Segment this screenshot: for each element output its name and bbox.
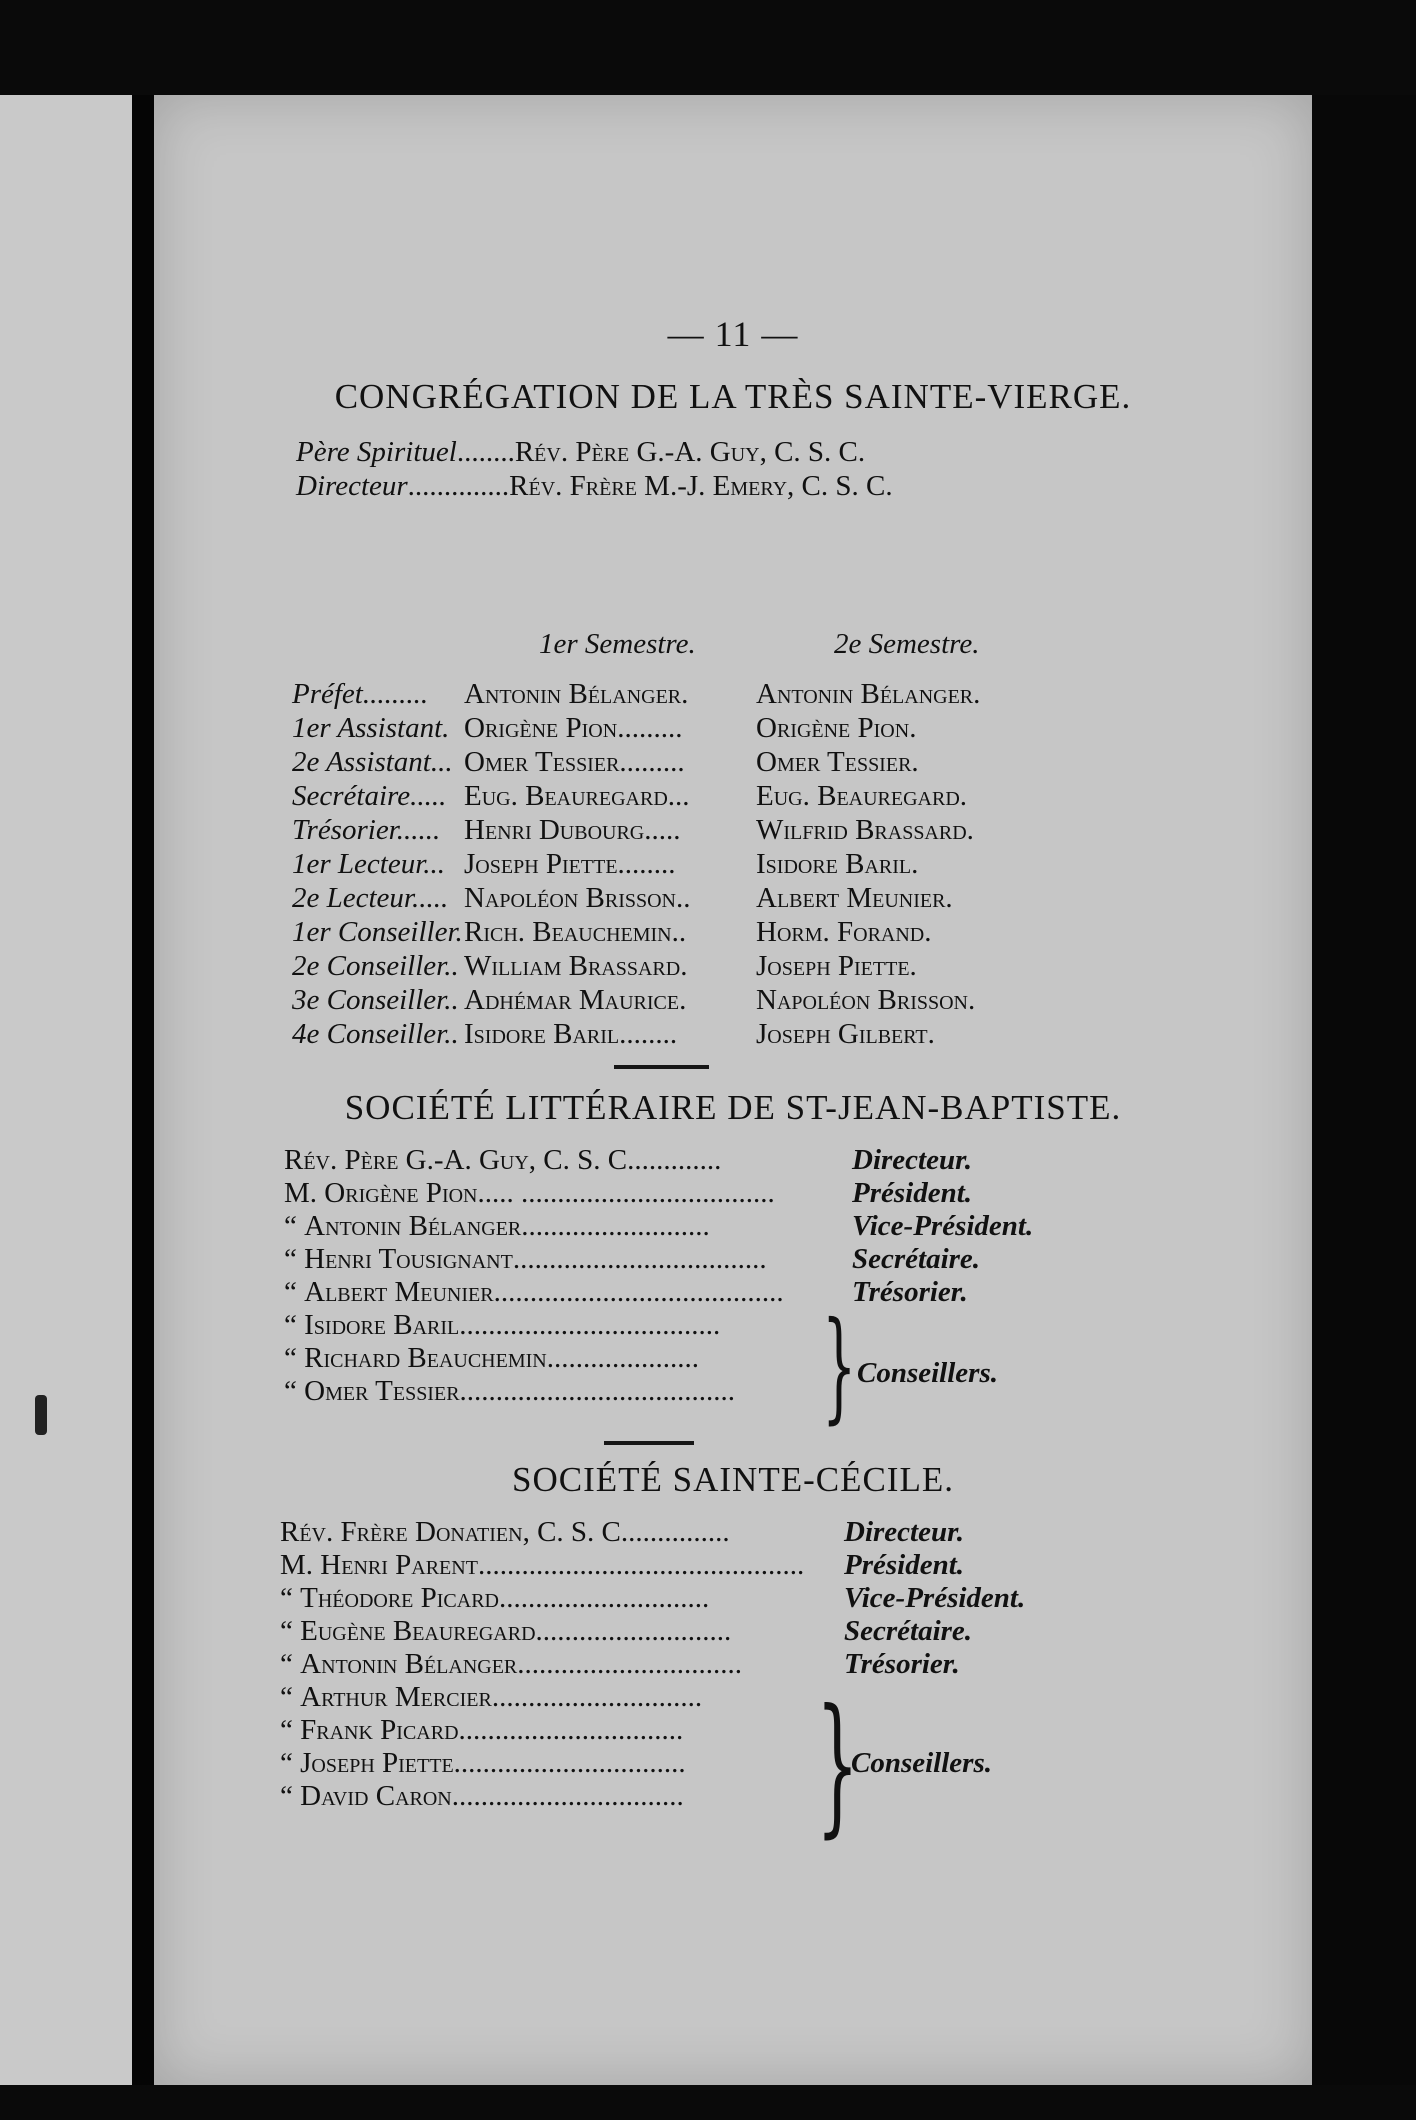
section-divider: [614, 1065, 709, 1069]
person-name: Rév. Père G.-A. Guy, C. S. C.: [514, 436, 866, 468]
second-semester-name: Napoléon Brisson.: [756, 984, 976, 1016]
dot-leader: .....................: [546, 1342, 699, 1374]
second-semester-name: Omer Tessier.: [756, 746, 919, 778]
facing-page-edge: [0, 95, 132, 2085]
first-semester-name: Rich. Beauchemin..: [464, 916, 687, 948]
first-semester-name: Napoléon Brisson..: [464, 882, 691, 914]
dot-leader: ...............: [620, 1516, 730, 1548]
member-role: Trésorier.: [852, 1276, 968, 1308]
member-prefix: “: [284, 1342, 305, 1374]
scan-border: [1312, 95, 1416, 2085]
dot-leader: ................................: [451, 1780, 684, 1812]
member-prefix: “: [284, 1375, 305, 1407]
dot-leader: .............................: [491, 1681, 703, 1713]
officer-row: [292, 983, 459, 1017]
councillor-row: [284, 1308, 720, 1342]
member-name: Rév. Frère Donatien, C. S. C: [280, 1516, 621, 1548]
first-semester-name: Adhémar Maurice.: [464, 984, 687, 1016]
officer-role: Trésorier......: [292, 814, 441, 846]
dot-leader: ................................: [453, 1747, 686, 1779]
councillors-label: Conseillers.: [857, 1357, 998, 1389]
congregation-title: CONGRÉGATION DE LA TRÈS SAINTE-VIERGE.: [334, 377, 1132, 416]
dot-leader: ...............................: [458, 1714, 684, 1746]
member-role: Trésorier.: [844, 1648, 960, 1680]
member-role: Vice-Président.: [844, 1582, 1026, 1614]
page-number: — 11 —: [667, 314, 799, 354]
margin-ink-mark: [35, 1395, 47, 1435]
officer-role: 1er Lecteur...: [292, 848, 446, 880]
member-role: Président.: [844, 1549, 965, 1581]
member-row: [284, 1143, 721, 1177]
councillor-row: [280, 1779, 684, 1813]
councillors-brace: }: [816, 1678, 859, 1852]
first-semester-name: Omer Tessier.........: [464, 746, 685, 778]
member-row: [280, 1581, 709, 1615]
member-name: Frank Picard: [300, 1714, 459, 1746]
member-prefix: “: [280, 1582, 301, 1614]
member-name: Arthur Mercier: [300, 1681, 492, 1713]
second-semester-name: Origène Pion.: [756, 712, 917, 744]
officer-role: 2e Lecteur.....: [292, 882, 449, 914]
second-semester-name: Joseph Gilbert.: [756, 1018, 935, 1050]
member-prefix: “: [284, 1210, 305, 1242]
councillor-row: [284, 1341, 699, 1375]
member-prefix: “: [280, 1615, 301, 1647]
role-label: Directeur: [296, 470, 408, 502]
member-name: Henri Parent: [320, 1549, 478, 1581]
officer-row: [292, 949, 459, 983]
second-semester-name: Isidore Baril.: [756, 848, 919, 880]
officer-role: 4e Conseiller..: [292, 1018, 459, 1050]
dot-leader: ......................................: [459, 1375, 736, 1407]
member-row: [284, 1176, 775, 1210]
member-role: Secrétaire.: [852, 1243, 981, 1275]
member-row: [284, 1275, 784, 1309]
member-name: Théodore Picard: [300, 1582, 499, 1614]
member-role: Directeur.: [844, 1516, 965, 1548]
officer-role: 2e Conseiller..: [292, 950, 459, 982]
member-prefix: “: [284, 1276, 305, 1308]
member-row: [280, 1647, 742, 1681]
first-semester-name: Henri Dubourg.....: [464, 814, 681, 846]
second-semester-name: Joseph Piette.: [756, 950, 917, 982]
member-name: Omer Tessier: [304, 1375, 460, 1407]
semester-2-heading: 2e Semestre.: [834, 628, 980, 660]
dot-leader: .........: [362, 678, 429, 710]
first-semester-name: William Brassard.: [464, 950, 688, 982]
member-prefix: “: [280, 1780, 301, 1812]
person-name: Rév. Frère M.-J. Emery, C. S. C.: [509, 470, 893, 502]
member-name: Joseph Piette: [300, 1747, 454, 1779]
dot-leader: ...............................: [517, 1648, 743, 1680]
councillor-row: [284, 1374, 735, 1408]
dot-leader: .............: [627, 1144, 722, 1176]
officer-row: [292, 1017, 459, 1051]
member-name: Antonin Bélanger: [304, 1210, 522, 1242]
first-semester-name: Joseph Piette........: [464, 848, 676, 880]
councillors-label: Conseillers.: [851, 1747, 992, 1779]
dot-leader: ..........................: [521, 1210, 710, 1242]
member-row: [284, 1209, 710, 1243]
officer-row: [292, 813, 440, 847]
councillor-row: [280, 1713, 683, 1747]
officer-role: Préfet.........: [292, 678, 429, 710]
member-role: Directeur.: [852, 1144, 973, 1176]
member-prefix: “: [284, 1309, 305, 1341]
first-semester-name: Antonin Bélanger.: [464, 678, 689, 710]
officer-row: [292, 847, 445, 881]
member-name: Henri Tousignant: [304, 1243, 513, 1275]
member-role: Président.: [852, 1177, 973, 1209]
pere-spirituel-row: [296, 435, 865, 469]
dot-leader: .....: [412, 882, 449, 914]
officer-row: [292, 779, 446, 813]
officer-role: 2e Assistant...: [292, 746, 453, 778]
second-semester-name: Eug. Beauregard.: [756, 780, 968, 812]
semester-1-heading: 1er Semestre.: [539, 628, 696, 660]
member-name: Albert Meunier: [304, 1276, 494, 1308]
officer-role: Secrétaire.....: [292, 780, 447, 812]
second-semester-name: Albert Meunier.: [756, 882, 953, 914]
councillor-row: [280, 1746, 686, 1780]
member-row: [280, 1614, 731, 1648]
member-name: Rév. Père G.-A. Guy, C. S. C: [284, 1144, 628, 1176]
member-name: David Caron: [300, 1780, 452, 1812]
member-name: Isidore Baril: [304, 1309, 460, 1341]
member-prefix: “: [280, 1648, 301, 1680]
member-name: Antonin Bélanger: [300, 1648, 518, 1680]
first-semester-name: Isidore Baril........: [464, 1018, 678, 1050]
member-role: Vice-Président.: [852, 1210, 1034, 1242]
book-page: [154, 95, 1312, 2085]
member-row: [280, 1548, 804, 1582]
dot-leader: ........: [456, 436, 515, 468]
member-prefix: “: [280, 1681, 301, 1713]
second-semester-name: Wilfrid Brassard.: [756, 814, 974, 846]
member-row: [284, 1242, 767, 1276]
officer-row: [292, 915, 463, 949]
councillor-row: [280, 1680, 702, 1714]
directeur-row: [296, 469, 893, 503]
dot-leader: ..............: [407, 470, 510, 502]
second-semester-name: Horm. Forand.: [756, 916, 932, 948]
book-binding: [132, 95, 154, 2085]
role-label: Père Spirituel: [296, 436, 457, 468]
member-prefix: “: [280, 1747, 301, 1779]
first-semester-name: Eug. Beauregard...: [464, 780, 690, 812]
member-prefix: “: [280, 1714, 301, 1746]
dot-leader: ...................................: [512, 1243, 767, 1275]
member-prefix: “: [284, 1243, 305, 1275]
officer-row: [292, 881, 448, 915]
member-prefix: M.: [280, 1549, 321, 1581]
councillors-brace: }: [822, 1297, 857, 1436]
dot-leader: ......: [396, 814, 441, 846]
litteraire-title: SOCIÉTÉ LITTÉRAIRE DE ST-JEAN-BAPTISTE.: [344, 1088, 1122, 1127]
officer-role: 1er Conseiller.: [292, 916, 463, 948]
member-name: Richard Beauchemin: [304, 1342, 547, 1374]
member-role: Secrétaire.: [844, 1615, 973, 1647]
member-name: Eugène Beauregard: [300, 1615, 536, 1647]
first-semester-name: Origène Pion.........: [464, 712, 683, 744]
dot-leader: .............................................: [477, 1549, 805, 1581]
dot-leader: ....................................: [459, 1309, 721, 1341]
cecile-title: SOCIÉTÉ SAINTE-CÉCILE.: [512, 1460, 954, 1499]
officer-row: [292, 711, 449, 745]
officer-row: [292, 745, 453, 779]
officer-role: 1er Assistant.: [292, 712, 450, 744]
officer-role: 3e Conseiller..: [292, 984, 459, 1016]
second-semester-name: Antonin Bélanger.: [756, 678, 981, 710]
member-row: [280, 1515, 730, 1549]
dot-leader: ...........................: [535, 1615, 732, 1647]
section-divider: [604, 1441, 694, 1445]
dot-leader: ..... ...................................: [477, 1177, 775, 1209]
officer-row: [292, 677, 428, 711]
dot-leader: .....: [410, 780, 447, 812]
member-prefix: M.: [284, 1177, 325, 1209]
dot-leader: .............................: [499, 1582, 710, 1614]
member-name: Origène Pion: [324, 1177, 478, 1209]
dot-leader: ........................................: [493, 1276, 784, 1308]
dot-leader: ...: [423, 848, 446, 880]
